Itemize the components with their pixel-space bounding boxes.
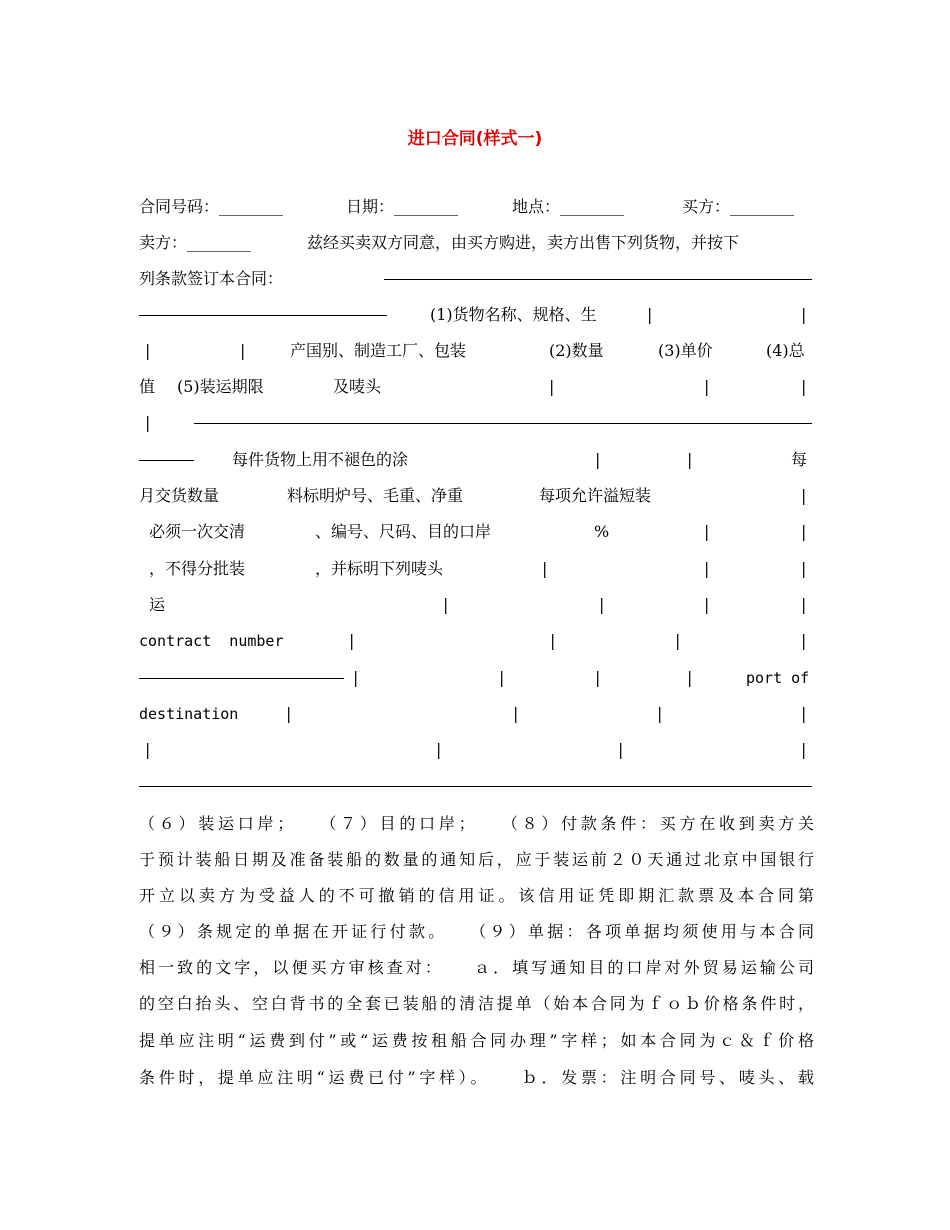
quantity-header: (2)数量 (549, 341, 604, 360)
table-border: | (513, 704, 519, 723)
table-line-2 (139, 305, 814, 325)
table-line-10 (139, 595, 814, 615)
table-border: | (704, 595, 710, 614)
port-of-destination-label: port of (746, 669, 810, 687)
goods-name-header: (1)货物名称、规格、生 (430, 305, 597, 324)
table-border: | (145, 413, 151, 432)
intro-text: 兹经买卖双方同意，由买方购进，卖方出售下列货物，并按下 (307, 233, 740, 252)
table-border: | (801, 704, 807, 723)
table-border: | (801, 486, 807, 505)
table-border: | (704, 377, 710, 396)
table-bottom-rule (139, 786, 812, 787)
body-line: 开立以卖方为受益人的不可撤销的信用证。该信用证凭即期汇款票及本合同第 (139, 886, 814, 905)
table-line-4 (139, 377, 814, 397)
monthly-delivery-text: 必须一次交清 (149, 522, 246, 541)
table-line-13 (139, 704, 814, 724)
marking-text: 料标明炉号、毛重、净重 (287, 486, 464, 505)
tolerance-text: 每项允许溢短装 (539, 486, 652, 505)
tolerance-percent: % (594, 522, 610, 541)
table-border: | (145, 740, 151, 759)
table-border: | (704, 522, 710, 541)
date-field: 日期：________ (346, 197, 459, 216)
table-line-14 (139, 740, 814, 760)
table-border: | (443, 595, 449, 614)
table-line-6 (139, 450, 814, 470)
body-line: （６）装运口岸； （７）目的口岸； （８）付款条件：买方在收到卖方关 (139, 814, 814, 833)
table-border: | (595, 668, 601, 687)
body-line: （９）条规定的单据在开证行付款。 （９）单据：各项单据均须使用与本合同 (139, 922, 814, 941)
table-border: | (801, 522, 807, 541)
monthly-delivery-text: 月交货数量 (139, 486, 220, 505)
table-border: | (353, 668, 359, 687)
table-border: | (801, 559, 807, 578)
monthly-delivery-text: ，不得分批装 (149, 559, 246, 578)
table-border: | (657, 704, 663, 723)
table-line-9 (139, 559, 814, 579)
intro-text-cont: 列条款签订本合同： (139, 269, 284, 288)
table-line-8 (139, 522, 814, 542)
table-border: | (549, 377, 555, 396)
unit-price-header: (3)单价 (658, 341, 713, 360)
table-border: | (801, 631, 807, 650)
header-line-1 (139, 197, 814, 217)
table-line-11 (139, 631, 814, 651)
table-border: | (675, 631, 681, 650)
marking-text: ，并标明下列唛头 (315, 559, 444, 578)
table-border: | (647, 305, 653, 324)
port-of-destination-label: destination (139, 705, 239, 723)
table-border: | (687, 450, 693, 469)
table-border: | (145, 341, 151, 360)
body-line: 的空白抬头、空白背书的全套已装船的清洁提单（始本合同为ｆｏｂ价格条件时， (139, 994, 814, 1013)
monthly-delivery-text: 每 (791, 450, 808, 469)
table-border: | (499, 668, 505, 687)
table-border: | (550, 631, 556, 650)
table-border: | (599, 595, 605, 614)
header-line-2 (139, 233, 814, 253)
monthly-delivery-text: 运 (149, 595, 166, 614)
table-border: | (801, 305, 807, 324)
place-field: 地点：________ (512, 197, 625, 216)
document-title: 进口合同(样式一) (407, 129, 543, 149)
marking-text: 、编号、尺码、目的口岸 (315, 522, 492, 541)
table-rule (194, 423, 812, 424)
body-line: 于预计装船日期及准备装船的数量的通知后，应于装运前２０天通过北京中国银行 (139, 850, 814, 869)
table-border: | (349, 631, 355, 650)
table-border: | (542, 559, 548, 578)
table-border: | (687, 668, 693, 687)
shipment-period-header: (5)装运期限 (177, 377, 264, 396)
table-border: | (801, 740, 807, 759)
contract-number-field: 合同号码：________ (139, 197, 284, 216)
total-header-cont: 值 (139, 377, 156, 396)
goods-origin-header: 产国别、制造工厂、包装 (290, 341, 467, 360)
marks-header: 及唛头 (333, 377, 382, 396)
table-top-rule (384, 279, 812, 280)
total-header: (4)总 (766, 341, 805, 360)
table-border: | (618, 740, 624, 759)
table-line-3 (139, 341, 814, 361)
body-line: 条件时，提单应注明“运费已付”字样）。 ｂ．发票：注明合同号、唛头、载 (139, 1068, 814, 1087)
buyer-field: 买方：________ (682, 197, 795, 216)
marking-text: 每件货物上用不褪色的涂 (232, 450, 409, 469)
table-border: | (704, 559, 710, 578)
table-border: | (240, 341, 246, 360)
table-line-7 (139, 486, 814, 506)
table-border: | (801, 377, 807, 396)
table-border: | (286, 704, 292, 723)
table-border: | (801, 595, 807, 614)
table-border: | (595, 450, 601, 469)
table-line-12 (139, 668, 814, 688)
body-line: 提单应注明“运费到付”或“运费按租船合同办理”字样；如本合同为ｃ＆ｆ价格 (139, 1031, 814, 1050)
body-line: 相一致的文字，以便买方审核查对： ａ．填写通知目的口岸对外贸易运输公司 (139, 958, 814, 977)
table-border: | (436, 740, 442, 759)
seller-field: 卖方：________ (139, 233, 252, 252)
contract-number-label: contract number (139, 632, 284, 650)
